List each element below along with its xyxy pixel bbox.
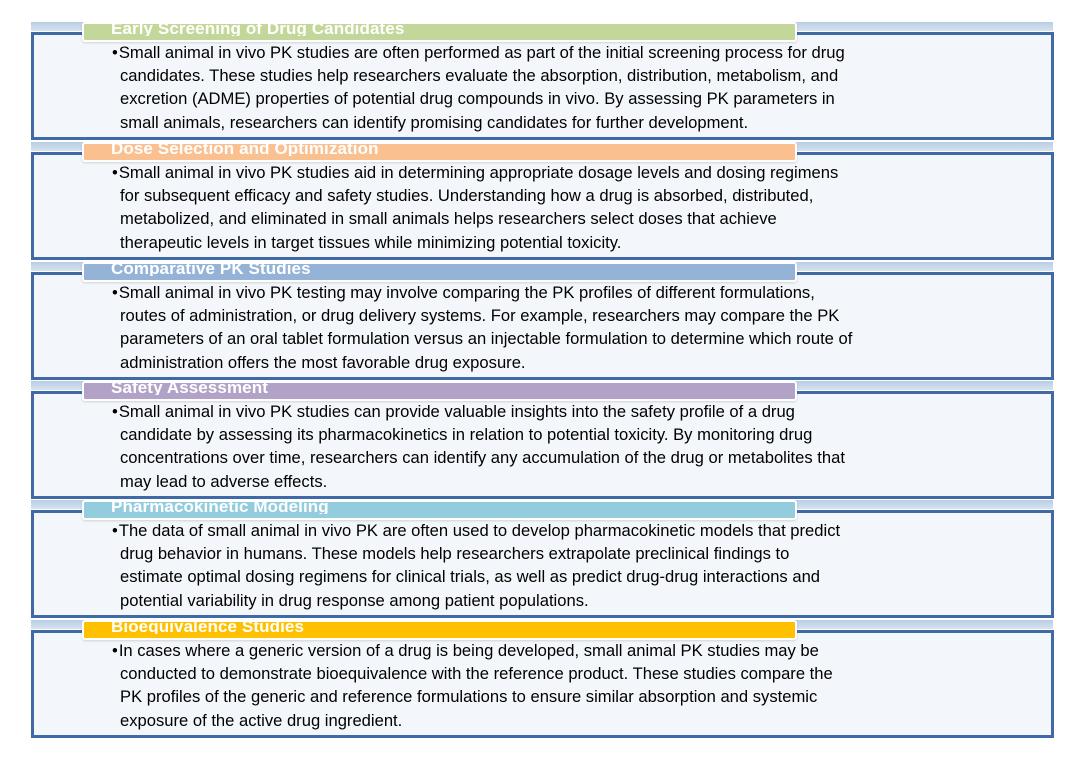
description-line: •Small animal in vivo PK testing may involve comparing the PK profiles of different formulations, (112, 283, 815, 302)
bullet-icon: • (112, 163, 118, 182)
section-title: Dose Selection and Optimization (111, 139, 379, 156)
description-line: parameters of an oral tablet formulation versus an injectable formulation to determine which route of (120, 329, 853, 349)
description-line: candidates. These studies help researchers evaluate the absorption, distribution, metabolism, and (120, 66, 839, 86)
description-line: drug behavior in humans. These models help researchers extrapolate preclinical findings to (120, 544, 790, 564)
description-line: •Small animal in vivo PK studies are often performed as part of the initial screening process for drug (112, 43, 845, 62)
section-title: Comparative PK Studies (111, 259, 311, 276)
section-comparative-pk-studies (0, 259, 1083, 382)
description-line: exposure of the active drug ingredient. (120, 710, 403, 730)
description-line: •Small animal in vivo PK studies aid in determining appropriate dosage levels and dosing regimens (112, 163, 839, 182)
description-line: therapeutic levels in target tissues while minimizing potential toxicity. (120, 232, 622, 252)
section-description (112, 41, 982, 134)
section-dose-selection-and-optimization (0, 139, 1083, 262)
description-line: routes of administration, or drug delivery systems. For example, researchers may compare the PK (120, 306, 840, 326)
bullet-icon: • (112, 641, 118, 660)
description-line: metabolized, and eliminated in small animals helps researchers select doses that achieve (120, 209, 777, 229)
description-line: may lead to adverse effects. (120, 471, 328, 491)
section-description (112, 400, 982, 493)
section-title: Bioequivalence Studies (111, 617, 305, 634)
section-safety-assessment (0, 378, 1083, 501)
section-pharmacokinetic-modeling (0, 497, 1083, 620)
bullet-icon: • (112, 521, 118, 540)
description-line: estimate optimal dosing regimens for clinical trials, as well as predict drug-drug interactions and (120, 567, 821, 587)
description-line: potential variability in drug response among patient populations. (120, 590, 589, 610)
description-line: excretion (ADME) properties of potential drug compounds in vivo. By assessing PK parameters in (120, 89, 835, 109)
description-line: •The data of small animal in vivo PK are often used to develop pharmacokinetic models that predict (112, 521, 841, 540)
section-early-screening-of-drug-candidates (0, 19, 1083, 142)
section-description (112, 281, 982, 374)
section-title: Safety Assessment (111, 378, 268, 395)
description-line: •In cases where a generic version of a drug is being developed, small animal PK studies may be (112, 641, 819, 660)
bullet-icon: • (112, 283, 118, 302)
description-line: concentrations over time, researchers can identify any accumulation of the drug or metabolites that (120, 448, 845, 468)
description-line: candidate by assessing its pharmacokinetics in relation to potential toxicity. By monitoring drug (120, 425, 813, 445)
description-line: small animals, researchers can identify promising candidates for further development. (120, 112, 749, 132)
description-line: conducted to demonstrate bioequivalence with the reference product. These studies compare the (120, 664, 833, 684)
description-line: for subsequent efficacy and safety studies. Understanding how a drug is absorbed, distributed, (120, 186, 814, 206)
description-line: PK profiles of the generic and reference formulations to ensure similar absorption and systemic (120, 687, 818, 707)
section-bioequivalence-studies (0, 617, 1083, 740)
section-description (112, 161, 982, 254)
bullet-icon: • (112, 43, 118, 62)
section-title: Pharmacokinetic Modeling (111, 497, 329, 514)
section-title: Early Screening of Drug Candidates (111, 19, 405, 36)
section-description (112, 639, 982, 732)
bullet-icon: • (112, 402, 118, 421)
description-line: •Small animal in vivo PK studies can provide valuable insights into the safety profile of a drug (112, 402, 795, 421)
description-line: administration offers the most favorable drug exposure. (120, 352, 526, 372)
section-description (112, 519, 982, 612)
